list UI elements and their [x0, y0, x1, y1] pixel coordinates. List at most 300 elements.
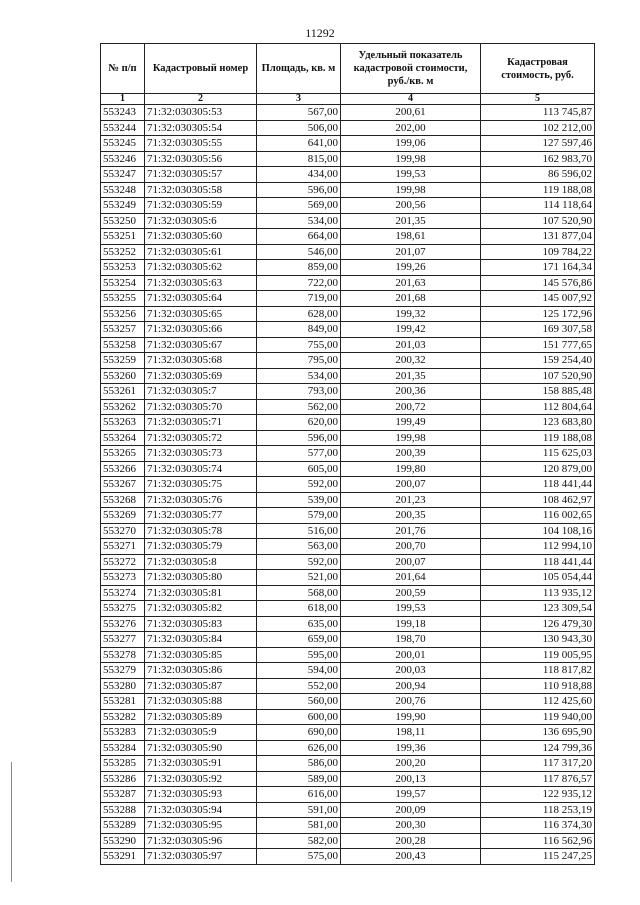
column-number: 1 — [101, 94, 145, 105]
row-number-cell: 553285 — [101, 756, 145, 772]
unit-value-cell: 200,61 — [341, 105, 481, 121]
table-row — [101, 322, 595, 338]
unit-value-cell: 200,09 — [341, 802, 481, 818]
table-row — [101, 570, 595, 586]
cadastral-value-cell: 117 876,57 — [481, 771, 595, 787]
cadastral-number-cell: 71:32:030305:60 — [145, 229, 257, 245]
area-cell: 664,00 — [257, 229, 341, 245]
cadastral-number-cell: 71:32:030305:80 — [145, 570, 257, 586]
table-row — [101, 492, 595, 508]
table-row — [101, 213, 595, 229]
cadastral-number-cell: 71:32:030305:92 — [145, 771, 257, 787]
cadastral-number-cell: 71:32:030305:84 — [145, 632, 257, 648]
unit-value-cell: 199,80 — [341, 461, 481, 477]
area-cell: 641,00 — [257, 136, 341, 152]
cadastral-number-cell: 71:32:030305:69 — [145, 368, 257, 384]
unit-value-cell: 199,90 — [341, 709, 481, 725]
area-cell: 594,00 — [257, 663, 341, 679]
row-number-cell: 553261 — [101, 384, 145, 400]
unit-value-cell: 200,30 — [341, 818, 481, 834]
header-row-number: № п/п — [101, 44, 145, 94]
area-cell: 596,00 — [257, 182, 341, 198]
table-row — [101, 585, 595, 601]
row-number-cell: 553272 — [101, 554, 145, 570]
row-number-cell: 553245 — [101, 136, 145, 152]
cadastral-value-cell: 118 441,44 — [481, 554, 595, 570]
table-row — [101, 229, 595, 245]
area-cell: 592,00 — [257, 477, 341, 493]
row-number-cell: 553291 — [101, 849, 145, 865]
cadastral-number-cell: 71:32:030305:81 — [145, 585, 257, 601]
table-row — [101, 725, 595, 741]
row-number-cell: 553287 — [101, 787, 145, 803]
unit-value-cell: 200,56 — [341, 198, 481, 214]
area-cell: 516,00 — [257, 523, 341, 539]
table-row — [101, 678, 595, 694]
row-number-cell: 553268 — [101, 492, 145, 508]
area-cell: 562,00 — [257, 399, 341, 415]
table-row — [101, 430, 595, 446]
area-cell: 659,00 — [257, 632, 341, 648]
table-row — [101, 787, 595, 803]
column-number: 4 — [341, 94, 481, 105]
row-number-cell: 553247 — [101, 167, 145, 183]
table-row — [101, 833, 595, 849]
column-number: 2 — [145, 94, 257, 105]
cadastral-value-cell: 119 005,95 — [481, 647, 595, 663]
row-number-cell: 553269 — [101, 508, 145, 524]
unit-value-cell: 200,03 — [341, 663, 481, 679]
area-cell: 595,00 — [257, 647, 341, 663]
cadastral-value-cell: 124 799,36 — [481, 740, 595, 756]
row-number-cell: 553246 — [101, 151, 145, 167]
cadastral-number-cell: 71:32:030305:58 — [145, 182, 257, 198]
table-row — [101, 461, 595, 477]
row-number-cell: 553281 — [101, 694, 145, 710]
cadastral-value-cell: 107 520,90 — [481, 368, 595, 384]
row-number-cell: 553270 — [101, 523, 145, 539]
cadastral-number-cell: 71:32:030305:94 — [145, 802, 257, 818]
row-number-cell: 553288 — [101, 802, 145, 818]
table-row — [101, 849, 595, 865]
table-row — [101, 477, 595, 493]
unit-value-cell: 200,59 — [341, 585, 481, 601]
unit-value-cell: 202,00 — [341, 120, 481, 136]
unit-value-cell: 198,70 — [341, 632, 481, 648]
unit-value-cell: 200,94 — [341, 678, 481, 694]
table-row — [101, 415, 595, 431]
area-cell: 569,00 — [257, 198, 341, 214]
area-cell: 567,00 — [257, 105, 341, 121]
area-cell: 626,00 — [257, 740, 341, 756]
table-row — [101, 384, 595, 400]
cadastral-number-cell: 71:32:030305:59 — [145, 198, 257, 214]
unit-value-cell: 200,76 — [341, 694, 481, 710]
cadastral-number-cell: 71:32:030305:72 — [145, 430, 257, 446]
cadastral-number-cell: 71:32:030305:64 — [145, 291, 257, 307]
cadastral-number-cell: 71:32:030305:55 — [145, 136, 257, 152]
cadastral-value-cell: 159 254,40 — [481, 353, 595, 369]
area-cell: 568,00 — [257, 585, 341, 601]
table-row — [101, 756, 595, 772]
cadastral-value-table — [100, 43, 595, 865]
table-row — [101, 446, 595, 462]
cadastral-value-cell: 116 374,30 — [481, 818, 595, 834]
row-number-cell: 553256 — [101, 306, 145, 322]
area-cell: 563,00 — [257, 539, 341, 555]
cadastral-value-cell: 127 597,46 — [481, 136, 595, 152]
unit-value-cell: 200,07 — [341, 554, 481, 570]
table-row — [101, 523, 595, 539]
row-number-cell: 553257 — [101, 322, 145, 338]
row-number-cell: 553259 — [101, 353, 145, 369]
cadastral-number-cell: 71:32:030305:54 — [145, 120, 257, 136]
unit-value-cell: 201,23 — [341, 492, 481, 508]
unit-value-cell: 198,11 — [341, 725, 481, 741]
area-cell: 849,00 — [257, 322, 341, 338]
cadastral-value-cell: 112 804,64 — [481, 399, 595, 415]
row-number-cell: 553244 — [101, 120, 145, 136]
unit-value-cell: 201,64 — [341, 570, 481, 586]
cadastral-number-cell: 71:32:030305:6 — [145, 213, 257, 229]
column-number-row — [101, 94, 595, 105]
cadastral-number-cell: 71:32:030305:95 — [145, 818, 257, 834]
area-cell: 596,00 — [257, 430, 341, 446]
row-number-cell: 553276 — [101, 616, 145, 632]
cadastral-value-cell: 110 918,88 — [481, 678, 595, 694]
unit-value-cell: 200,13 — [341, 771, 481, 787]
cadastral-number-cell: 71:32:030305:82 — [145, 601, 257, 617]
unit-value-cell: 201,35 — [341, 368, 481, 384]
cadastral-value-cell: 118 253,19 — [481, 802, 595, 818]
cadastral-number-cell: 71:32:030305:53 — [145, 105, 257, 121]
row-number-cell: 553277 — [101, 632, 145, 648]
row-number-cell: 553253 — [101, 260, 145, 276]
cadastral-number-cell: 71:32:030305:89 — [145, 709, 257, 725]
table-row — [101, 802, 595, 818]
cadastral-number-cell: 71:32:030305:93 — [145, 787, 257, 803]
cadastral-number-cell: 71:32:030305:76 — [145, 492, 257, 508]
table-row — [101, 663, 595, 679]
row-number-cell: 553265 — [101, 446, 145, 462]
area-cell: 506,00 — [257, 120, 341, 136]
cadastral-value-cell: 105 054,44 — [481, 570, 595, 586]
area-cell: 589,00 — [257, 771, 341, 787]
cadastral-value-cell: 136 695,90 — [481, 725, 595, 741]
cadastral-number-cell: 71:32:030305:87 — [145, 678, 257, 694]
row-number-cell: 553286 — [101, 771, 145, 787]
cadastral-number-cell: 71:32:030305:65 — [145, 306, 257, 322]
header-unit-value: Удельный показатель кадастровой стоимости, руб./кв. м — [341, 44, 481, 94]
cadastral-number-cell: 71:32:030305:68 — [145, 353, 257, 369]
cadastral-number-cell: 71:32:030305:61 — [145, 244, 257, 260]
unit-value-cell: 200,35 — [341, 508, 481, 524]
cadastral-value-cell: 119 188,08 — [481, 430, 595, 446]
cadastral-number-cell: 71:32:030305:7 — [145, 384, 257, 400]
area-cell: 577,00 — [257, 446, 341, 462]
cadastral-value-cell: 102 212,00 — [481, 120, 595, 136]
unit-value-cell: 201,68 — [341, 291, 481, 307]
cadastral-number-cell: 71:32:030305:71 — [145, 415, 257, 431]
row-number-cell: 553289 — [101, 818, 145, 834]
cadastral-value-cell: 151 777,65 — [481, 337, 595, 353]
unit-value-cell: 199,98 — [341, 182, 481, 198]
unit-value-cell: 200,01 — [341, 647, 481, 663]
table-row — [101, 167, 595, 183]
table-row — [101, 151, 595, 167]
table-row — [101, 291, 595, 307]
table-row — [101, 198, 595, 214]
area-cell: 534,00 — [257, 213, 341, 229]
cadastral-value-cell: 113 745,87 — [481, 105, 595, 121]
cadastral-value-cell: 117 317,20 — [481, 756, 595, 772]
cadastral-value-cell: 104 108,16 — [481, 523, 595, 539]
area-cell: 552,00 — [257, 678, 341, 694]
cadastral-value-cell: 130 943,30 — [481, 632, 595, 648]
area-cell: 521,00 — [257, 570, 341, 586]
cadastral-number-cell: 71:32:030305:70 — [145, 399, 257, 415]
cadastral-number-cell: 71:32:030305:85 — [145, 647, 257, 663]
unit-value-cell: 200,70 — [341, 539, 481, 555]
cadastral-value-cell: 162 983,70 — [481, 151, 595, 167]
cadastral-value-cell: 118 441,44 — [481, 477, 595, 493]
header-cadastral-number: Кадастровый номер — [145, 44, 257, 94]
unit-value-cell: 200,39 — [341, 446, 481, 462]
cadastral-value-cell: 115 247,25 — [481, 849, 595, 865]
unit-value-cell: 199,18 — [341, 616, 481, 632]
table-row — [101, 601, 595, 617]
margin-line — [11, 762, 12, 882]
cadastral-value-cell: 86 596,02 — [481, 167, 595, 183]
cadastral-number-cell: 71:32:030305:79 — [145, 539, 257, 555]
row-number-cell: 553273 — [101, 570, 145, 586]
row-number-cell: 553243 — [101, 105, 145, 121]
area-cell: 690,00 — [257, 725, 341, 741]
table-row — [101, 508, 595, 524]
area-cell: 605,00 — [257, 461, 341, 477]
table-row — [101, 337, 595, 353]
unit-value-cell: 201,07 — [341, 244, 481, 260]
row-number-cell: 553271 — [101, 539, 145, 555]
header-cadastral-value: Кадастровая стоимость, руб. — [481, 44, 595, 94]
unit-value-cell: 200,32 — [341, 353, 481, 369]
cadastral-number-cell: 71:32:030305:56 — [145, 151, 257, 167]
table-row — [101, 694, 595, 710]
unit-value-cell: 199,32 — [341, 306, 481, 322]
row-number-cell: 553248 — [101, 182, 145, 198]
table-row — [101, 368, 595, 384]
unit-value-cell: 200,72 — [341, 399, 481, 415]
cadastral-number-cell: 71:32:030305:77 — [145, 508, 257, 524]
table-row — [101, 306, 595, 322]
cadastral-value-cell: 114 118,64 — [481, 198, 595, 214]
row-number-cell: 553250 — [101, 213, 145, 229]
cadastral-number-cell: 71:32:030305:88 — [145, 694, 257, 710]
cadastral-value-cell: 126 479,30 — [481, 616, 595, 632]
cadastral-value-cell: 116 002,65 — [481, 508, 595, 524]
cadastral-number-cell: 71:32:030305:86 — [145, 663, 257, 679]
area-cell: 793,00 — [257, 384, 341, 400]
cadastral-number-cell: 71:32:030305:73 — [145, 446, 257, 462]
table-header — [101, 44, 595, 105]
cadastral-number-cell: 71:32:030305:66 — [145, 322, 257, 338]
area-cell: 620,00 — [257, 415, 341, 431]
table-row — [101, 136, 595, 152]
table-row — [101, 616, 595, 632]
unit-value-cell: 198,61 — [341, 229, 481, 245]
cadastral-number-cell: 71:32:030305:91 — [145, 756, 257, 772]
cadastral-number-cell: 71:32:030305:78 — [145, 523, 257, 539]
area-cell: 755,00 — [257, 337, 341, 353]
area-cell: 581,00 — [257, 818, 341, 834]
row-number-cell: 553283 — [101, 725, 145, 741]
unit-value-cell: 200,20 — [341, 756, 481, 772]
row-number-cell: 553266 — [101, 461, 145, 477]
cadastral-value-cell: 118 817,82 — [481, 663, 595, 679]
area-cell: 859,00 — [257, 260, 341, 276]
table-row — [101, 244, 595, 260]
row-number-cell: 553255 — [101, 291, 145, 307]
area-cell: 600,00 — [257, 709, 341, 725]
row-number-cell: 553280 — [101, 678, 145, 694]
cadastral-value-cell: 131 877,04 — [481, 229, 595, 245]
area-cell: 579,00 — [257, 508, 341, 524]
table-row — [101, 632, 595, 648]
page-number: 11292 — [305, 26, 335, 40]
cadastral-value-cell: 112 425,60 — [481, 694, 595, 710]
unit-value-cell: 201,03 — [341, 337, 481, 353]
area-cell: 591,00 — [257, 802, 341, 818]
unit-value-cell: 200,36 — [341, 384, 481, 400]
area-cell: 795,00 — [257, 353, 341, 369]
table-row — [101, 120, 595, 136]
cadastral-number-cell: 71:32:030305:74 — [145, 461, 257, 477]
header-area: Площадь, кв. м — [257, 44, 341, 94]
table-row — [101, 740, 595, 756]
row-number-cell: 553263 — [101, 415, 145, 431]
row-number-cell: 553275 — [101, 601, 145, 617]
cadastral-value-cell: 116 562,96 — [481, 833, 595, 849]
unit-value-cell: 199,42 — [341, 322, 481, 338]
cadastral-value-cell: 120 879,00 — [481, 461, 595, 477]
area-cell: 592,00 — [257, 554, 341, 570]
row-number-cell: 553249 — [101, 198, 145, 214]
unit-value-cell: 200,43 — [341, 849, 481, 865]
cadastral-number-cell: 71:32:030305:62 — [145, 260, 257, 276]
cadastral-value-cell: 169 307,58 — [481, 322, 595, 338]
row-number-cell: 553279 — [101, 663, 145, 679]
row-number-cell: 553290 — [101, 833, 145, 849]
unit-value-cell: 201,76 — [341, 523, 481, 539]
unit-value-cell: 199,53 — [341, 167, 481, 183]
header-row — [101, 44, 595, 94]
area-cell: 560,00 — [257, 694, 341, 710]
cadastral-value-cell: 107 520,90 — [481, 213, 595, 229]
cadastral-number-cell: 71:32:030305:67 — [145, 337, 257, 353]
table-row — [101, 554, 595, 570]
area-cell: 616,00 — [257, 787, 341, 803]
area-cell: 722,00 — [257, 275, 341, 291]
row-number-cell: 553284 — [101, 740, 145, 756]
cadastral-value-cell: 145 007,92 — [481, 291, 595, 307]
row-number-cell: 553254 — [101, 275, 145, 291]
area-cell: 434,00 — [257, 167, 341, 183]
cadastral-number-cell: 71:32:030305:9 — [145, 725, 257, 741]
row-number-cell: 553274 — [101, 585, 145, 601]
table-row — [101, 771, 595, 787]
table-row — [101, 353, 595, 369]
cadastral-value-cell: 123 309,54 — [481, 601, 595, 617]
cadastral-number-cell: 71:32:030305:97 — [145, 849, 257, 865]
table-row — [101, 275, 595, 291]
row-number-cell: 553258 — [101, 337, 145, 353]
area-cell: 618,00 — [257, 601, 341, 617]
cadastral-number-cell: 71:32:030305:96 — [145, 833, 257, 849]
area-cell: 635,00 — [257, 616, 341, 632]
table-row — [101, 399, 595, 415]
unit-value-cell: 200,28 — [341, 833, 481, 849]
unit-value-cell: 199,98 — [341, 151, 481, 167]
table-row — [101, 647, 595, 663]
area-cell: 534,00 — [257, 368, 341, 384]
table-row — [101, 260, 595, 276]
row-number-cell: 553262 — [101, 399, 145, 415]
area-cell: 575,00 — [257, 849, 341, 865]
row-number-cell: 553282 — [101, 709, 145, 725]
area-cell: 815,00 — [257, 151, 341, 167]
unit-value-cell: 201,35 — [341, 213, 481, 229]
table-body — [101, 105, 595, 865]
cadastral-value-cell: 115 625,03 — [481, 446, 595, 462]
cadastral-value-cell: 113 935,12 — [481, 585, 595, 601]
cadastral-value-cell: 122 935,12 — [481, 787, 595, 803]
cadastral-number-cell: 71:32:030305:63 — [145, 275, 257, 291]
unit-value-cell: 201,63 — [341, 275, 481, 291]
unit-value-cell: 199,06 — [341, 136, 481, 152]
cadastral-number-cell: 71:32:030305:75 — [145, 477, 257, 493]
cadastral-value-cell: 145 576,86 — [481, 275, 595, 291]
cadastral-value-cell: 119 188,08 — [481, 182, 595, 198]
cadastral-value-cell: 109 784,22 — [481, 244, 595, 260]
row-number-cell: 553251 — [101, 229, 145, 245]
column-number: 5 — [481, 94, 595, 105]
area-cell: 582,00 — [257, 833, 341, 849]
column-number: 3 — [257, 94, 341, 105]
cadastral-number-cell: 71:32:030305:83 — [145, 616, 257, 632]
cadastral-value-cell: 158 885,48 — [481, 384, 595, 400]
unit-value-cell: 199,53 — [341, 601, 481, 617]
area-cell: 719,00 — [257, 291, 341, 307]
cadastral-value-cell: 112 994,10 — [481, 539, 595, 555]
row-number-cell: 553252 — [101, 244, 145, 260]
unit-value-cell: 199,98 — [341, 430, 481, 446]
cadastral-value-cell: 123 683,80 — [481, 415, 595, 431]
row-number-cell: 553260 — [101, 368, 145, 384]
cadastral-value-cell: 171 164,34 — [481, 260, 595, 276]
row-number-cell: 553267 — [101, 477, 145, 493]
cadastral-value-cell: 125 172,96 — [481, 306, 595, 322]
table-row — [101, 182, 595, 198]
table-row — [101, 539, 595, 555]
unit-value-cell: 199,26 — [341, 260, 481, 276]
table-row — [101, 105, 595, 121]
cadastral-value-cell: 119 940,00 — [481, 709, 595, 725]
area-cell: 546,00 — [257, 244, 341, 260]
unit-value-cell: 199,36 — [341, 740, 481, 756]
cadastral-value-cell: 108 462,97 — [481, 492, 595, 508]
cadastral-number-cell: 71:32:030305:8 — [145, 554, 257, 570]
cadastral-number-cell: 71:32:030305:90 — [145, 740, 257, 756]
